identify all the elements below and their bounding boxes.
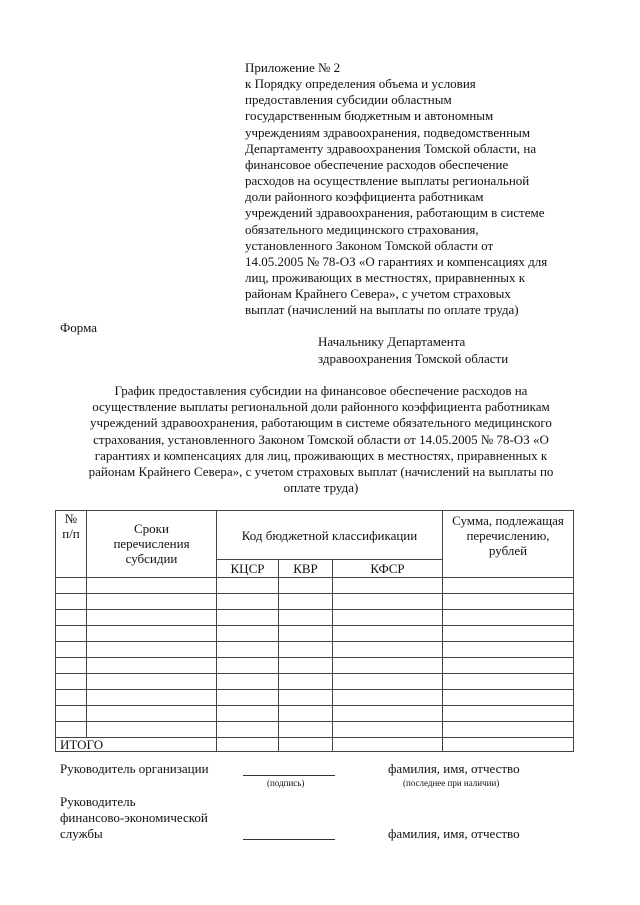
annex-line: выплат (начислений на выплаты по оплате труда) [245, 302, 519, 318]
table-cell[interactable] [333, 674, 443, 690]
table-cell[interactable] [279, 626, 333, 642]
total-row [56, 738, 574, 752]
total-label: ИТОГО [56, 738, 217, 752]
header-row-number: № п/п [56, 511, 87, 578]
table-cell[interactable] [279, 722, 333, 738]
annex-line: лиц, проживающих в местностях, приравненных к [245, 270, 526, 286]
annex-line: учреждениям здравоохранения, подведомственным [245, 124, 531, 140]
schedule-table [55, 510, 574, 752]
table-cell[interactable] [279, 690, 333, 706]
annex-line: установленного Законом Томской области от [245, 237, 494, 253]
table-cell[interactable] [217, 722, 279, 738]
table-cell[interactable] [217, 626, 279, 642]
title-line: гарантиях и компенсациях для лиц, проживающих в местностях, приравненных к [94, 447, 548, 463]
annex-line: Департаменту здравоохранения Томской области, на [245, 140, 537, 156]
table-row [56, 626, 574, 642]
addressee-line-1: Начальнику Департамента [318, 334, 466, 349]
annex-line: предоставления субсидии областным [245, 92, 452, 108]
table-cell[interactable] [333, 738, 443, 752]
table-cell[interactable] [87, 722, 217, 738]
name-caption: (последнее при наличии) [403, 778, 500, 788]
table-row [56, 594, 574, 610]
table-cell[interactable] [333, 626, 443, 642]
table-cell[interactable] [217, 738, 279, 752]
table-cell[interactable] [279, 674, 333, 690]
annex-line: расходов на осуществление выплаты региональной [245, 173, 530, 189]
fin-label: Руководитель финансово-экономической службы [60, 794, 208, 841]
head-name: фамилия, имя, отчество [388, 761, 520, 776]
title-line: оплате труда) [283, 480, 359, 496]
head-signature-line[interactable] [243, 775, 335, 776]
header-kfsr: КФСР [333, 560, 443, 578]
table-cell[interactable] [56, 594, 87, 610]
table-cell[interactable] [279, 594, 333, 610]
table-row [56, 578, 574, 594]
fin-signature-line[interactable] [243, 839, 335, 840]
table-cell[interactable] [333, 578, 443, 594]
table-cell[interactable] [87, 578, 217, 594]
title-line: осуществление выплаты региональной доли районного коэффициента работникам [92, 399, 550, 415]
addressee-line-2: здравоохранения Томской области [318, 350, 509, 366]
table-cell[interactable] [56, 610, 87, 626]
header-kcsr: КЦСР [217, 560, 279, 578]
table-cell[interactable] [443, 690, 574, 706]
table-cell[interactable] [56, 626, 87, 642]
table-cell[interactable] [217, 690, 279, 706]
table-cell[interactable] [443, 706, 574, 722]
annex-line: районам Крайнего Севера», с учетом страховых [245, 286, 511, 302]
table-cell[interactable] [333, 594, 443, 610]
table-cell[interactable] [217, 610, 279, 626]
annex-header [245, 60, 590, 319]
table-cell[interactable] [87, 610, 217, 626]
annex-line: доли районного коэффициента работникам [245, 189, 484, 205]
annex-line: к Порядку определения объема и условия [245, 76, 476, 92]
table-cell[interactable] [217, 658, 279, 674]
table-cell[interactable] [56, 658, 87, 674]
table-row [56, 706, 574, 722]
annex-line: финансовое обеспечение расходов обеспечение [245, 156, 509, 172]
signature-caption: (подпись) [267, 778, 305, 788]
table-cell[interactable] [87, 658, 217, 674]
table-cell[interactable] [443, 674, 574, 690]
header-budget-code: Код бюджетной классификации [217, 511, 443, 560]
table-cell[interactable] [87, 674, 217, 690]
table-cell[interactable] [87, 626, 217, 642]
table-cell[interactable] [443, 578, 574, 594]
table-cell[interactable] [87, 642, 217, 658]
table-cell[interactable] [217, 642, 279, 658]
header-amount: Сумма, подлежащая перечислению, рублей [443, 511, 574, 578]
table-cell[interactable] [333, 642, 443, 658]
title-line: районам Крайнего Севера», с учетом страховых выплат (начислений на выплаты по [88, 464, 554, 480]
table-cell[interactable] [443, 722, 574, 738]
title-line: учреждений здравоохранения, работающим в системе обязательного медицинского [90, 415, 552, 431]
head-label: Руководитель организации [60, 761, 209, 776]
table-row [56, 642, 574, 658]
table-cell[interactable] [333, 706, 443, 722]
fin-name: фамилия, имя, отчество [388, 826, 520, 841]
table-cell[interactable] [279, 658, 333, 674]
table-cell[interactable] [279, 706, 333, 722]
table-cell[interactable] [443, 658, 574, 674]
table-cell[interactable] [279, 738, 333, 752]
table-cell[interactable] [56, 706, 87, 722]
document-title [58, 383, 584, 496]
table-row [56, 722, 574, 738]
table-cell[interactable] [87, 706, 217, 722]
table-cell[interactable] [443, 738, 574, 752]
table-cell[interactable] [279, 578, 333, 594]
table-cell[interactable] [217, 594, 279, 610]
table-cell[interactable] [56, 642, 87, 658]
annex-line: обязательного медицинского страхования, [245, 221, 479, 237]
title-line: График предоставления субсидии на финансовое обеспечение расходов на [114, 383, 528, 398]
header-transfer-dates: Сроки перечисления субсидии [87, 511, 217, 578]
table-cell[interactable] [217, 706, 279, 722]
annex-line: учреждений здравоохранения, работающим в системе [245, 205, 545, 221]
table-cell[interactable] [333, 690, 443, 706]
table-cell[interactable] [443, 642, 574, 658]
table-row [56, 690, 574, 706]
table-cell[interactable] [87, 690, 217, 706]
header-kvr: КВР [279, 560, 333, 578]
table-cell[interactable] [443, 626, 574, 642]
table-row [56, 610, 574, 626]
table-cell[interactable] [56, 674, 87, 690]
table-cell[interactable] [333, 610, 443, 626]
title-line: страхования, установленного Законом Томской области от 14.05.2005 № 78-ОЗ «О [93, 431, 549, 447]
table-row [56, 658, 574, 674]
table-cell[interactable] [217, 578, 279, 594]
annex-line: 14.05.2005 № 78-ОЗ «О гарантиях и компенсациях для [245, 253, 548, 269]
table-cell[interactable] [333, 722, 443, 738]
addressee-block [318, 334, 508, 367]
table-cell[interactable] [56, 578, 87, 594]
annex-title: Приложение № 2 [245, 60, 341, 75]
table-cell[interactable] [56, 722, 87, 738]
table-cell[interactable] [279, 610, 333, 626]
form-label: Форма [60, 320, 97, 335]
annex-line: государственным бюджетным и автономным [245, 108, 494, 124]
table-cell[interactable] [279, 642, 333, 658]
table-cell[interactable] [56, 690, 87, 706]
table-cell[interactable] [217, 674, 279, 690]
table-cell[interactable] [333, 658, 443, 674]
table-row [56, 674, 574, 690]
table-cell[interactable] [443, 594, 574, 610]
table-cell[interactable] [443, 610, 574, 626]
table-cell[interactable] [87, 594, 217, 610]
